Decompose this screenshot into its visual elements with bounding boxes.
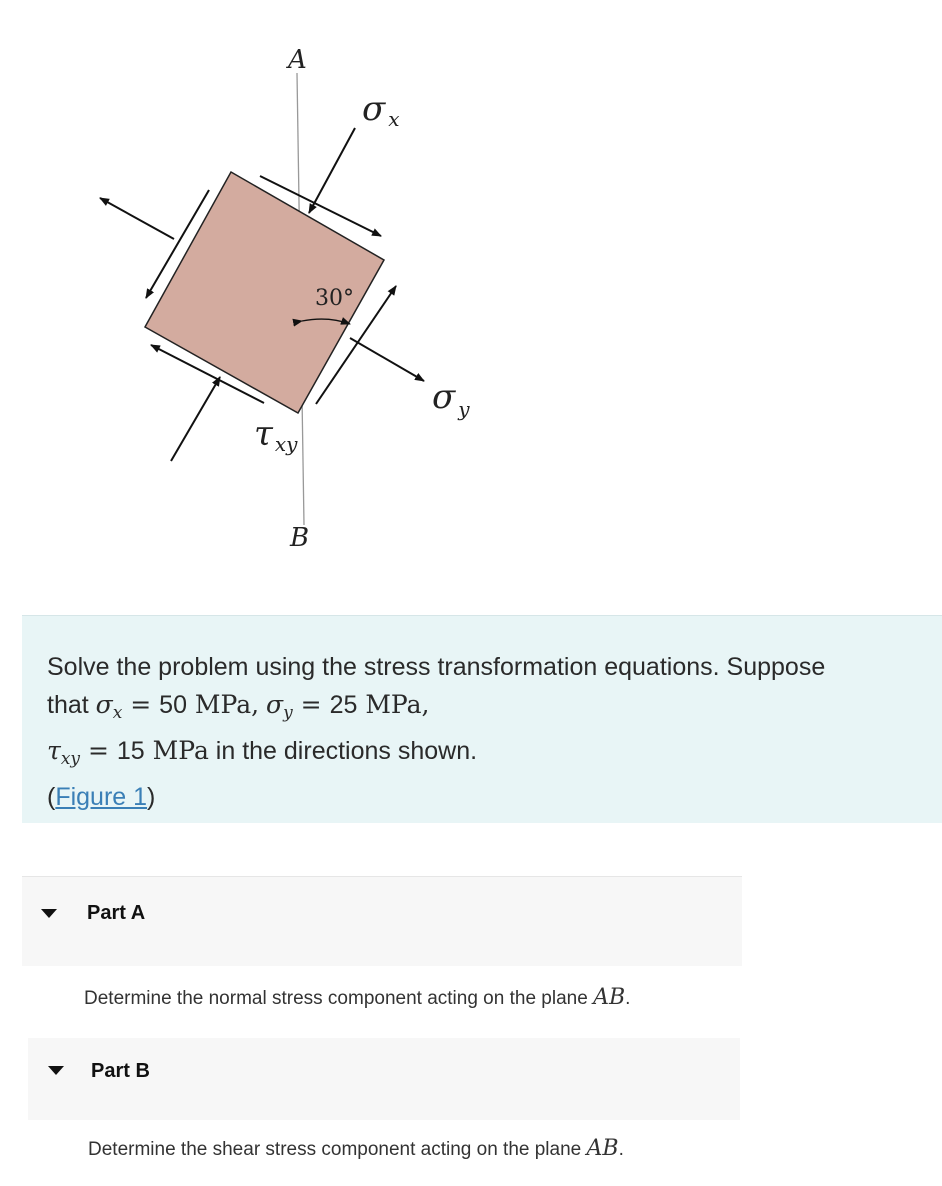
part-b-title: Part B bbox=[91, 1060, 150, 1082]
sigma-x-arrow-top bbox=[309, 128, 355, 213]
part-a-title: Part A bbox=[87, 902, 146, 924]
tau-symbol: τ bbox=[47, 736, 61, 765]
part-a-question bbox=[84, 985, 630, 1010]
plane-ab-math: AB bbox=[593, 985, 626, 1010]
caret-down-icon bbox=[48, 1066, 64, 1075]
part-a-question-text: Determine the normal stress component acting on the plane bbox=[84, 988, 594, 1009]
sigma-y-value: 25 bbox=[329, 691, 358, 719]
label-a: A bbox=[288, 45, 307, 75]
angle-label: 30° bbox=[315, 286, 354, 311]
paren-open: ( bbox=[47, 783, 56, 811]
period: . bbox=[618, 1139, 624, 1160]
period: . bbox=[625, 988, 631, 1009]
sigma-x-arrow-bottom bbox=[171, 377, 220, 461]
sigma-y-arrow-left bbox=[100, 198, 174, 239]
caret-down-icon bbox=[41, 909, 57, 918]
figure-1-link[interactable]: Figure 1 bbox=[55, 783, 148, 811]
sigma-symbol: σ bbox=[95, 690, 113, 719]
sigma-y-arrow-right bbox=[350, 338, 424, 381]
part-b-question bbox=[88, 1136, 624, 1161]
part-a-header[interactable] bbox=[22, 876, 742, 966]
sigma-y-label: σ $_y$ bbox=[432, 377, 470, 421]
tau-xy-subscript: xy bbox=[60, 749, 81, 769]
sigma-symbol: σ bbox=[266, 690, 284, 719]
sigma-x-value: 50 bbox=[159, 691, 187, 719]
problem-statement bbox=[22, 615, 942, 823]
problem-line-2 bbox=[47, 686, 942, 732]
paren-close: ) bbox=[147, 783, 156, 811]
comma: , bbox=[251, 690, 260, 719]
text-that: that bbox=[47, 691, 96, 719]
part-b-question-text: Determine the shear stress component acting on the plane bbox=[88, 1139, 587, 1160]
sigma-x-label: σx bbox=[362, 89, 400, 131]
equals-sign: = bbox=[122, 690, 160, 719]
stress-element-figure bbox=[0, 0, 600, 600]
label-b: B bbox=[290, 523, 310, 553]
problem-line-3 bbox=[47, 732, 942, 778]
sigma-y-subscript: y bbox=[283, 703, 293, 723]
problem-line-1: Solve the problem using the stress transformation equations. Suppose bbox=[47, 653, 826, 681]
equals-sign: = bbox=[80, 736, 117, 765]
plane-ab-math: AB bbox=[586, 1136, 619, 1161]
equals-sign: = bbox=[292, 690, 330, 719]
sigma-x-subscript: x bbox=[112, 703, 123, 723]
tau-xy-value: 15 bbox=[116, 737, 145, 765]
tau-xy-label: τxy bbox=[254, 414, 298, 456]
problem-tail-text: in the directions shown. bbox=[208, 737, 478, 765]
unit-mpa: MPa bbox=[357, 690, 422, 719]
unit-mpa: MPa bbox=[186, 690, 252, 719]
part-b-header[interactable] bbox=[28, 1038, 740, 1120]
problem-line-4 bbox=[47, 778, 942, 816]
comma: , bbox=[421, 690, 430, 719]
unit-mpa: MPa bbox=[144, 736, 209, 765]
